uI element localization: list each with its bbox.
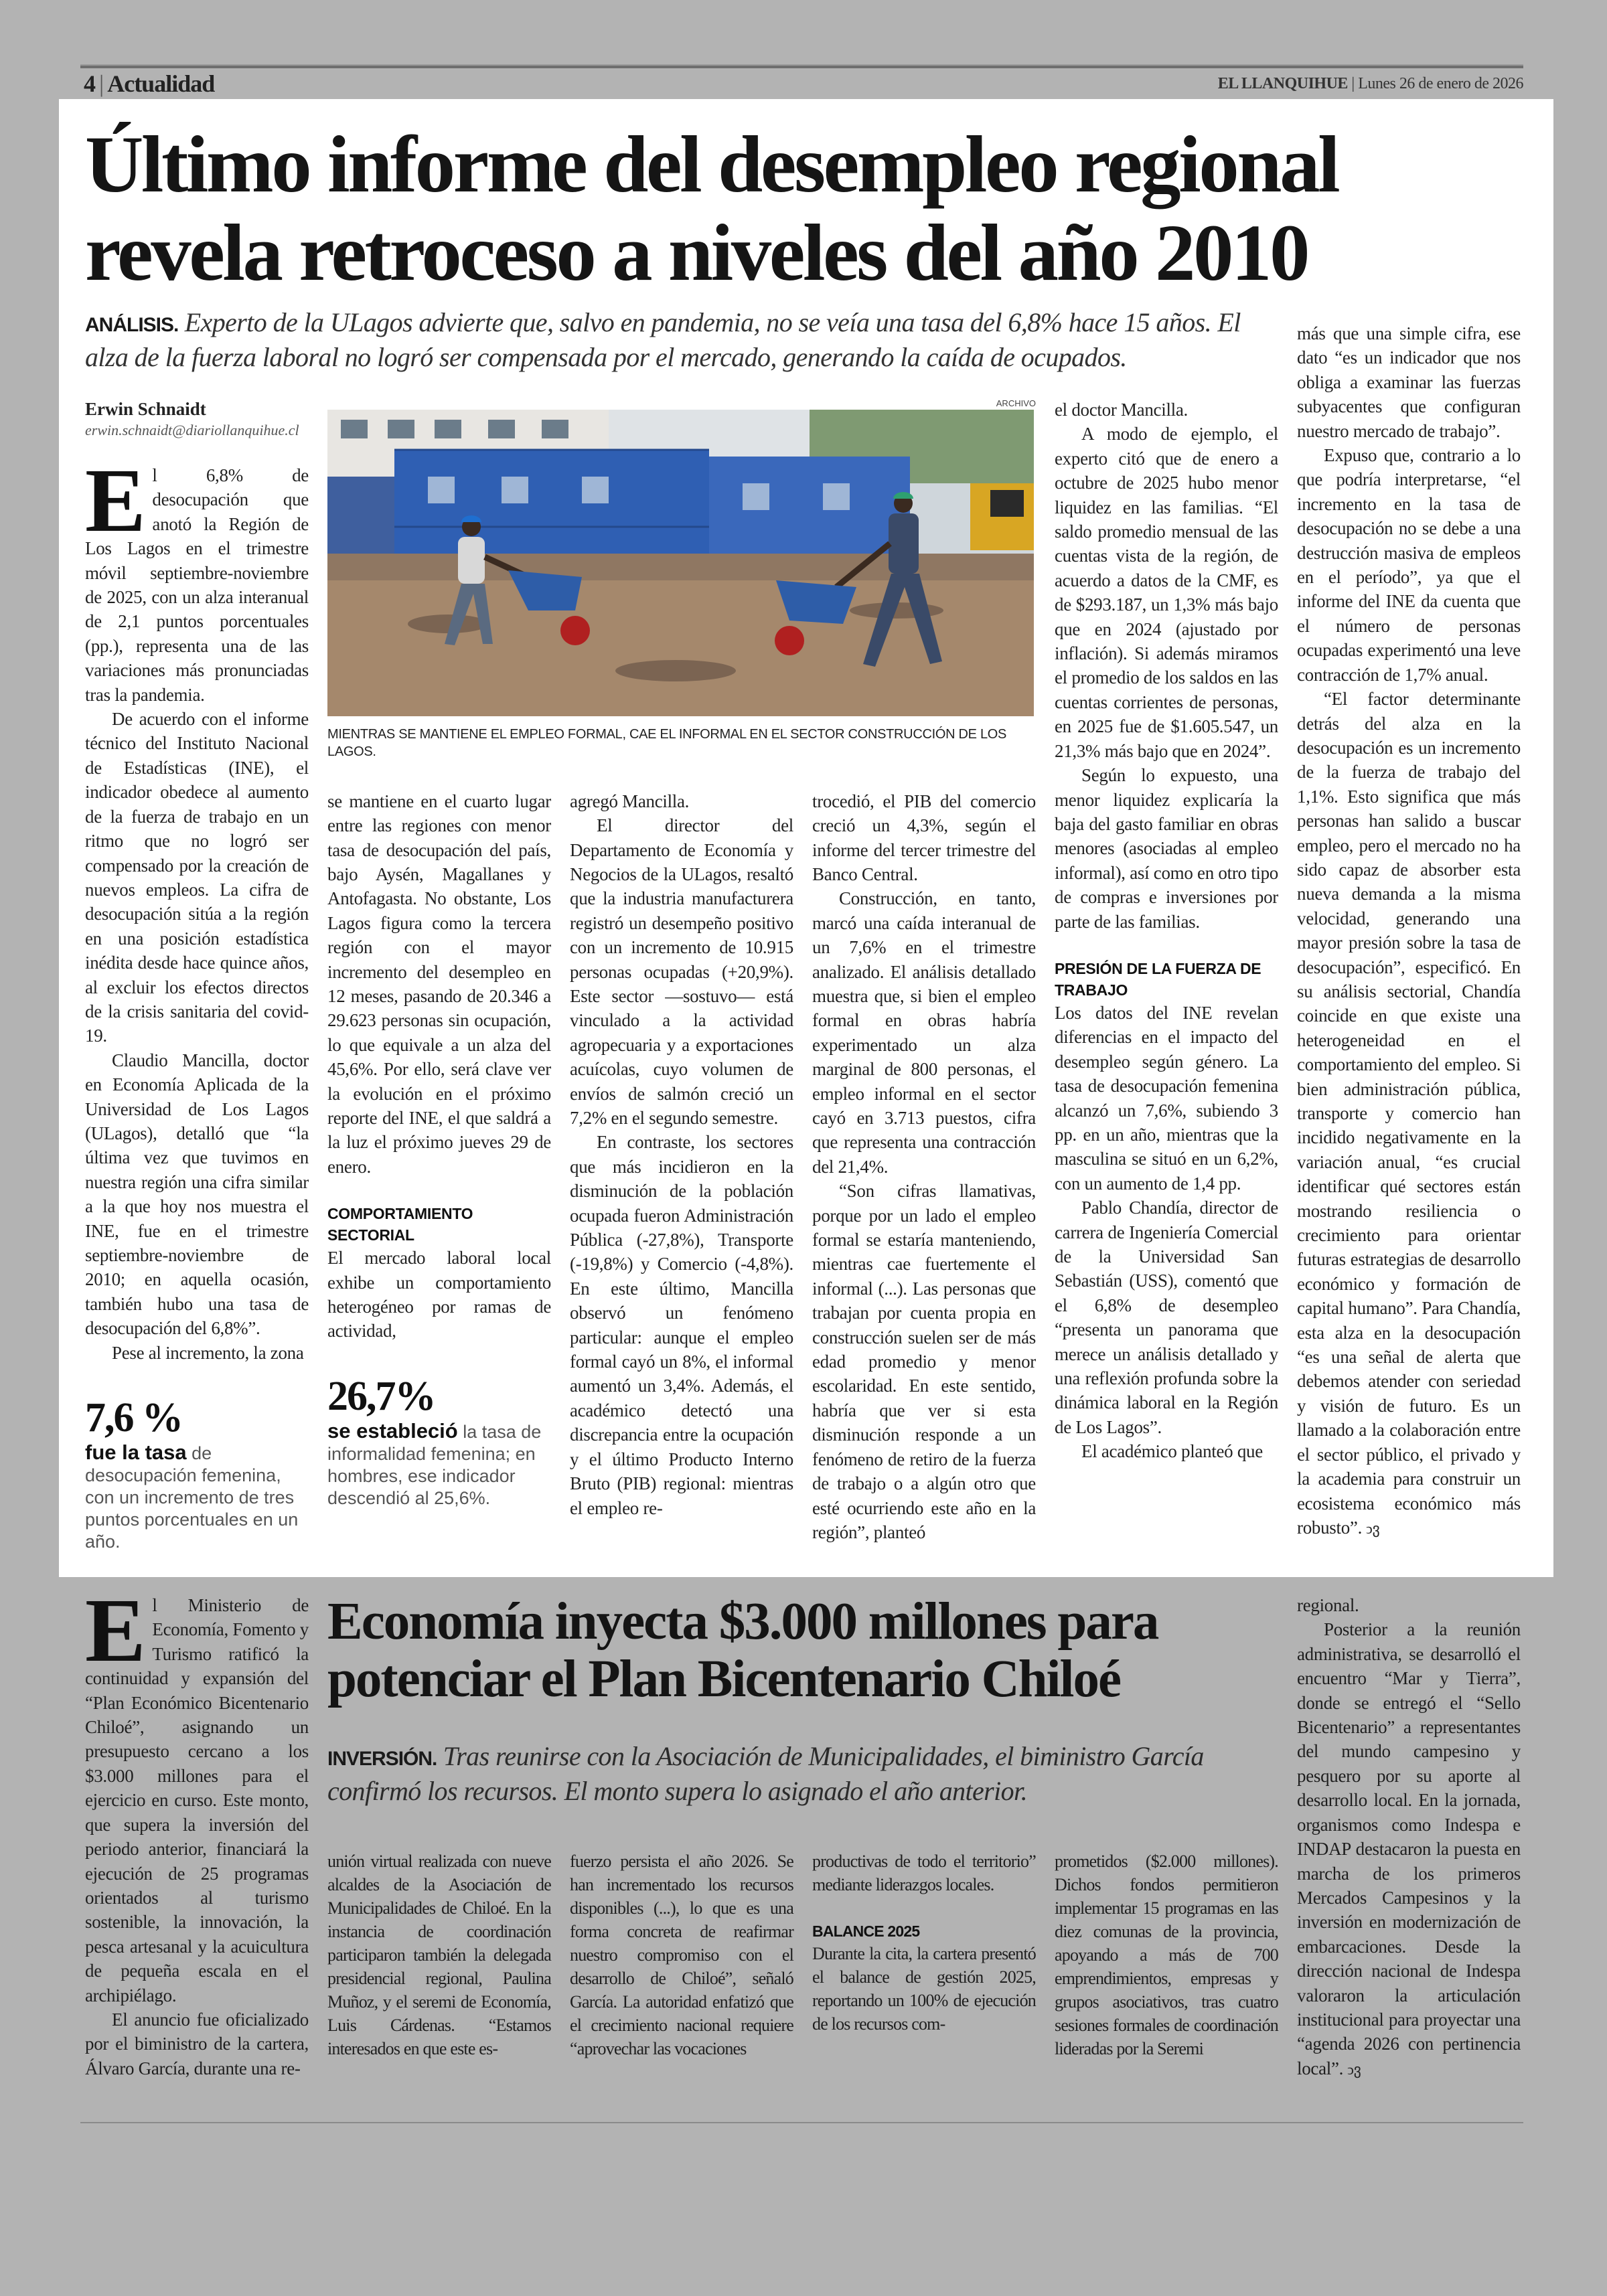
paragraph: A modo de ejemplo, el experto citó que de enero a octubre de 2025 hubo menor liquidez en las familias. “El saldo promedio mensual de las cuentas vista de la región, de acuerdo a datos de la CMF, es de $293.187, un 1,3% más bajo que en 2024 (ajustado por inflación). Si además miramos el promedio de los saldos en las cuentas corrientes de personas, en 2025 fue de $1.605.547, un 21,3% más bajo que en 2024”. bbox=[1055, 424, 1278, 761]
separator: | bbox=[99, 70, 104, 97]
article-2-column-6 bbox=[1297, 1593, 1521, 2082]
photo-credit: ARCHIVO bbox=[996, 398, 1036, 408]
headline-line-1: Economía inyecta $3.000 millones para bbox=[327, 1592, 1158, 1651]
subheading: COMPORTAMIENTO SECTORIAL bbox=[327, 1205, 473, 1244]
paragraph: Pablo Chandía, director de carrera de Ingeniería Comercial de la Universidad San Sebastián (USS), comentó que el 6,8% de desempleo “presenta un panorama que merece un análisis detallado y una reflexión profunda sobre la dinámica laboral en la Región de Los Lagos”. bbox=[1055, 1198, 1278, 1437]
page-number: 4 bbox=[84, 70, 95, 97]
article-1-column-3 bbox=[570, 789, 793, 1520]
paragraph: Expuso que, contrario a lo que podría interpretarse, “el incremento en la tasa de desocupación no se debe a una destrucción masiva de empleos en el período”, ya que el informe del INE da cuenta que el número de personas ocupadas experimentó una leve contracción de 1,7% anual. bbox=[1297, 445, 1521, 685]
article-2-column-3 bbox=[570, 1850, 793, 2060]
paragraph: productivas de todo el territorio” mediante liderazgos locales. bbox=[812, 1851, 1036, 1894]
article-1-body bbox=[85, 297, 1553, 1553]
stat-description: de desocupación femenina, con un incremento de tres puntos porcentuales en un año. bbox=[85, 1443, 299, 1552]
stat-lead: se estableció bbox=[327, 1418, 458, 1443]
deck-text: Tras reunirse con la Asociación de Municipalidades, el biministro García confirmó los recursos. El monto supera lo asignado el año anterior. bbox=[327, 1741, 1204, 1807]
article-2-deck bbox=[327, 1740, 1278, 1827]
paragraph: regional. bbox=[1297, 1595, 1359, 1616]
article-1-headline bbox=[85, 120, 1545, 297]
end-mark-icon: ↄვ bbox=[1347, 2060, 1361, 2078]
paragraph: unión virtual realizada con nueve alcaldes de la Asociación de Municipalidades de Chiloé. En la instancia de coordinación participaron también la delegada presidencial regional, Paulina Muñoz, y el seremi de Economía, Luis Cárdenas. “Estamos interesados en que este es- bbox=[327, 1851, 551, 2058]
end-mark-icon: ↄვ bbox=[1366, 1520, 1380, 1537]
article-2-column-5 bbox=[1055, 1850, 1278, 2060]
paragraph: El director del Departamento de Economía y Negocios de la ULagos, resaltó que la industria manufacturera registró un desempeño positivo con un incremento de 10.915 personas ocupadas (+20,9%). Este sector —sostuvo— está vinculado a la actividad agropecuaria y a exportaciones acuícolas, cuyo volumen de envíos de salmón creció un 7,2% en el segundo semestre. bbox=[570, 815, 793, 1128]
deck-kicker: ANÁLISIS. bbox=[85, 314, 179, 336]
paragraph: De acuerdo con el informe técnico del Instituto Nacional de Estadísticas (INE), el indicador obedece al aumento de la fuerza de trabajo en un ritmo que no logró ser compensado por la creación de nuevos empleos. La cifra de desocupación sitúa a la región en una posición estadística inédita desde hace quince años, al excluir los efectos directos de la crisis sanitaria del covid-19. bbox=[85, 709, 309, 1046]
paragraph: Pese al incremento, la zona bbox=[112, 1342, 304, 1363]
paragraph: el doctor Mancilla. bbox=[1055, 400, 1188, 420]
stat-value: 7,6 % bbox=[85, 1395, 182, 1441]
paragraph: Claudio Mancilla, doctor en Economía Aplicada de la Universidad de Los Lagos (ULagos), detalló que “la última vez que tuvimos en nuestra región una cifra similar a la que hoy nos muestra el INE, fue en el trimestre septiembre-noviembre de 2010; en aquella ocasión, también hubo una tasa de desocupación del 6,8%”. bbox=[85, 1050, 309, 1339]
paragraph: más que una simple cifra, ese dato “es un indicador que nos obliga a examinar las fuerzas subyacentes que configuran nuestro mercado de trabajo”. bbox=[1297, 323, 1521, 441]
paragraph: “Son cifras llamativas, porque por un lado el empleo formal se estaría manteniendo, mientras cae fuertemente el informal (...). Las personas que trabajan por cuenta propia en construcción suelen ser de más edad promedio y menor escolaridad. En este sentido, habría que ver si esta disminución responde a un fenómeno de retiro de la fuerza de trabajo o a algún otro que esté ocurriendo este año en la región”, planteó bbox=[812, 1181, 1036, 1542]
article-2-headline bbox=[327, 1593, 1278, 1708]
lead-paragraph bbox=[85, 450, 309, 707]
drop-cap: E bbox=[85, 450, 146, 551]
lead-paragraph bbox=[85, 1580, 309, 2007]
paragraph-text: l Ministerio de Economía, Fomento y Turismo ratificó la continuidad y expansión del “Plan Económico Bicentenario Chiloé”, asignando un presupuesto cercano a los $3.000 millones para el ejercicio en curso. Este monto, que supera la inversión del periodo anterior, financiará la ejecución de 25 programas orientados al turismo sostenible, la innovación, la pesca artesanal y la acuicultura de pequeña escala en el archipiélago. bbox=[85, 1595, 309, 2005]
construction-photo bbox=[327, 410, 1034, 716]
paragraph: En contraste, los sectores que más incidieron en la disminución de la población ocupada fueron Administración Pública (-27,8%), Transporte (-19,8%) y Comercio (-4,8%). En este último, Mancilla observó un fenómeno particular: aunque el empleo formal cayó un 8%, el informal aumentó un 3,4%. Además, el académico detectó una discrepancia entre la ocupación y el último Producto Interno Bruto (PIB) regional: mientras el empleo re- bbox=[570, 1132, 793, 1518]
article-1-column-1 bbox=[85, 450, 309, 1365]
paragraph-text: l 6,8% de desocupación que anotó la Región de Los Lagos en el trimestre móvil septiembre-noviembre de 2025, con un alza interanual de 2,1 puntos porcentuales (pp.), representa una de las variaciones más pronunciadas tras la pandemia. bbox=[85, 465, 309, 705]
photo-block bbox=[327, 398, 1036, 781]
article-2-column-1 bbox=[85, 1580, 309, 2080]
photo-caption: MIENTRAS SE MANTIENE EL EMPLEO FORMAL, CAE EL INFORMAL EN EL SECTOR CONSTRUCCIÓN DE LOS LAGOS. bbox=[327, 727, 1007, 759]
stat-box-female-unemployment bbox=[85, 1394, 309, 1553]
author-name: Erwin Schnaidt bbox=[85, 399, 206, 419]
header-rule bbox=[80, 64, 1523, 68]
stat-box-female-informality bbox=[327, 1373, 551, 1509]
subheading: BALANCE 2025 bbox=[812, 1922, 920, 1940]
paragraph: fuerzo persista el año 2026. Se han incrementado los recursos disponibles (...), lo que es una forma concreta de reafirmar nuestro compromiso con el desarrollo de Chiloé”, señaló García. La autoridad enfatizó que el crecimiento nacional requiere “aprovechar las vocaciones bbox=[570, 1851, 793, 2058]
paragraph: Durante la cita, la cartera presentó el balance de gestión 2025, reportando un 100% de ejecución de los recursos com- bbox=[812, 1943, 1036, 2034]
article-2-column-2 bbox=[327, 1850, 551, 2060]
article-2-column-4 bbox=[812, 1850, 1036, 2036]
section-label bbox=[84, 70, 214, 98]
paragraph: Los datos del INE revelan diferencias en el impacto del desempleo según género. La tasa de desocupación femenina alcanzó un 7,6%, subiendo 3 pp. en un año, mientras que la masculina se situó en un 6,2%, con un aumento de 1,4 pp. bbox=[1055, 1002, 1278, 1194]
paragraph: El académico planteó que bbox=[1081, 1441, 1263, 1462]
paragraph: se mantiene en el cuarto lugar entre las regiones con menor tasa de desocupación del país, bajo Aysén, Magallanes y Antofagasta. No obstante, Los Lagos figura como la tercera región con el mayor incremento del desempleo en 12 meses, pasando de 20.346 a 29.623 personas sin ocupación, lo que equivale a un alza del 45,6%. Por ello, será clave ver la evolución en el próximo reporte del INE, el que saldrá a la luz el próximo jueves 29 de enero. bbox=[327, 791, 551, 1177]
stat-lead: fue la tasa bbox=[85, 1441, 187, 1465]
deck-text: Experto de la ULagos advierte que, salvo en pandemia, no se veía una tasa del 6,8% hace 15 años. El alza de la fuerza laboral no logró ser compensada por el mercado, generando la caída de ocupados. bbox=[85, 307, 1241, 372]
article-1-column-2 bbox=[327, 789, 551, 1343]
article-1-deck bbox=[85, 307, 1278, 398]
paragraph: prometidos ($2.000 millones). Dichos fondos permitieron implementar 15 programas en las diez comunas de la provincia, apoyando a más de 700 emprendimientos, empresas y grupos asociativos, tras cuatro sesiones formales de coordinación lideradas por la Seremi bbox=[1055, 1851, 1278, 2058]
paragraph: trocedió, el PIB del comercio creció un 4,3%, según el informe del tercer trimestre del Banco Central. bbox=[812, 791, 1036, 884]
stat-description: la tasa de informalidad femenina; en hombres, ese indicador descendió al 25,6%. bbox=[327, 1421, 542, 1508]
article-1 bbox=[59, 99, 1553, 1577]
paragraph: El anuncio fue oficializado por el biministro de la cartera, Álvaro García, durante una re- bbox=[85, 2009, 309, 2078]
article-1-column-2-wrapper bbox=[327, 789, 551, 1509]
drop-cap: E bbox=[85, 1580, 146, 1682]
headline-line-2: revela retroceso a niveles del año 2010 bbox=[85, 208, 1308, 298]
article-1-column-5 bbox=[1055, 398, 1278, 1464]
issue-date: Lunes 26 de enero de 2026 bbox=[1358, 75, 1523, 92]
paragraph-text: “El factor determinante detrás del alza en la desocupación es un incremento de la fuerza de trabajo del 1,1%. Esto significa que más personas han salido a buscar empleo, pero el mercado no ha sido capaz de absorber esta nueva demanda a la misma velocidad, generando una mayor presión sobre la tasa de desocupación”, especificó. En su análisis sectorial, Chandía coincide en que existe una heterogeneidad en el comportamiento del empleo. Si bien administración pública, transporte y comercio han incidido negativamente en la variación anual, “es crucial identificar qué sectores están mostrando resiliencia o crecimiento para orientar futuras estrategias de desarrollo económico y formación de capital humano”. Para Chandía, esta alza en la desocupación “es una señal de alerta que debemos atender con seriedad y visión de futuro. Es un llamado a la colaboración entre el sector público, el privado y la academia para construir un ecosistema económico más robusto”. bbox=[1297, 689, 1521, 1538]
section-name: Actualidad bbox=[107, 70, 215, 97]
article-1-column-4 bbox=[812, 789, 1036, 1545]
paragraph bbox=[1297, 687, 1521, 1541]
paragraph: Construcción, en tanto, marcó una caída interanual de un 7,6% en el trimestre analizado. El análisis detallado muestra que, si bien el empleo formal en obras habría experimentado un alza marginal de 800 personas, el empleo informal en el sector cayó en 3.713 puestos, cifra que representa una contracción del 21,4%. bbox=[812, 888, 1036, 1177]
stat-text bbox=[327, 1420, 551, 1509]
headline-line-1: Último informe del desempleo regional bbox=[85, 120, 1338, 210]
paragraph bbox=[1297, 1617, 1521, 2082]
article-2 bbox=[85, 1580, 1525, 2082]
bottom-rule bbox=[80, 2122, 1523, 2123]
deck-kicker: INVERSIÓN. bbox=[327, 1748, 437, 1771]
paragraph: El mercado laboral local exhibe un comportamiento heterogéneo por ramas de actividad, bbox=[327, 1248, 551, 1341]
stat-text bbox=[85, 1441, 309, 1553]
masthead: EL LLANQUIHUE | Lunes 26 de enero de 2026 bbox=[1217, 75, 1523, 92]
article-1-column-6 bbox=[1297, 321, 1521, 1541]
paragraph-text: Posterior a la reunión administrativa, se desarrolló el encuentro “Mar y Tierra”, donde se entregó el “Sello Bicentenario” a representantes del mundo campesino y pesquero por su aporte al desarrollo local. En la jornada, organismos como Indespa e INDAP destacaron la puesta en marcha de los primeros Mercados Campesinos y la inversión en modernización de embarcaciones. Desde la dirección nacional de Indespa valoraron la articulación institucional para proyectar una “agenda 2026 con pertinencia local”. bbox=[1297, 1619, 1521, 2078]
newspaper-name: EL LLANQUIHUE bbox=[1217, 75, 1348, 92]
author-email: erwin.schnaidt@diariollanquihue.cl bbox=[85, 422, 299, 438]
paragraph: Según lo expuesto, una menor liquidez explicaría la baja del gasto familiar en obras menores (asociadas al empleo informal), así como en otro tipo de compras e inversiones por parte de las familias. bbox=[1055, 765, 1278, 932]
subheading: PRESIÓN DE LA FUERZA DE TRABAJO bbox=[1055, 959, 1261, 999]
stat-value: 26,7% bbox=[327, 1373, 435, 1419]
article-1-column-1-wrapper bbox=[85, 398, 309, 1553]
paragraph: agregó Mancilla. bbox=[570, 791, 690, 811]
byline bbox=[85, 398, 309, 440]
headline-line-2: potenciar el Plan Bicentenario Chiloé bbox=[327, 1650, 1121, 1709]
